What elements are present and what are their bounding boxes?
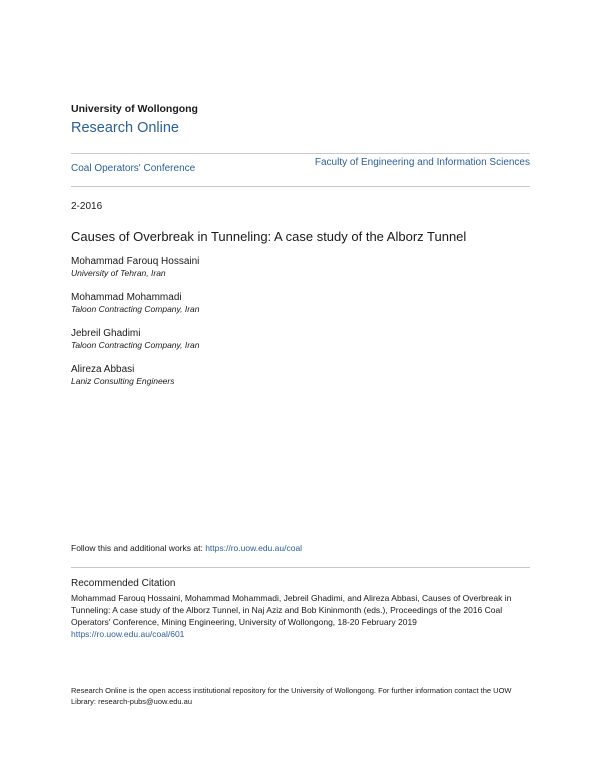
author-name: Mohammad Farouq Hossaini bbox=[71, 256, 200, 267]
follow-line bbox=[71, 543, 302, 553]
author-entry bbox=[71, 256, 531, 279]
follow-text: Follow this and additional works at: bbox=[71, 543, 206, 553]
paper-title: Causes of Overbreak in Tunneling: A case study of the Alborz Tunnel bbox=[71, 229, 467, 244]
author-name: Alireza Abbasi bbox=[71, 364, 135, 375]
divider-top bbox=[71, 153, 530, 154]
author-affiliation: Laniz Consulting Engineers bbox=[71, 376, 175, 386]
author-affiliation: Taloon Contracting Company, Iran bbox=[71, 340, 200, 350]
author-name: Mohammad Mohammadi bbox=[71, 292, 182, 303]
author-list bbox=[71, 256, 531, 400]
publication-date: 2-2016 bbox=[71, 201, 103, 212]
citation-text: Mohammad Farouq Hossaini, Mohammad Mohammadi, Jebreil Ghadimi, and Alireza Abbasi, Causes of Overbreak in Tunneling: A case study of the Alborz Tunnel, in Naj Aziz and Bob Kininmonth (eds.), Proceedings of the 2016 Coal Operators' Conference, Mining Engineering, University of Wollongong, 18-20 February 2019 bbox=[71, 593, 512, 627]
series-link[interactable]: Coal Operators' Conference bbox=[71, 163, 196, 174]
citation-block bbox=[71, 592, 531, 640]
author-name: Jebreil Ghadimi bbox=[71, 328, 141, 339]
citation-link[interactable]: https://ro.uow.edu.au/coal/601 bbox=[71, 629, 185, 639]
author-entry bbox=[71, 364, 531, 387]
author-entry bbox=[71, 292, 531, 315]
institution-name: University of Wollongong bbox=[71, 103, 198, 115]
repository-link[interactable]: Research Online bbox=[71, 120, 179, 136]
divider-bottom bbox=[71, 186, 530, 187]
author-affiliation: Taloon Contracting Company, Iran bbox=[71, 304, 200, 314]
author-entry bbox=[71, 328, 531, 351]
divider-citation bbox=[71, 567, 530, 568]
faculty-link[interactable]: Faculty of Engineering and Information Sciences bbox=[314, 157, 530, 168]
citation-heading: Recommended Citation bbox=[71, 578, 176, 589]
footer-note: Research Online is the open access institutional repository for the University of Wollongong. For further information contact the UOW Library: research-pubs@uow.edu.au bbox=[71, 686, 512, 706]
author-affiliation: University of Tehran, Iran bbox=[71, 268, 166, 278]
collection-link[interactable]: https://ro.uow.edu.au/coal bbox=[205, 543, 303, 553]
